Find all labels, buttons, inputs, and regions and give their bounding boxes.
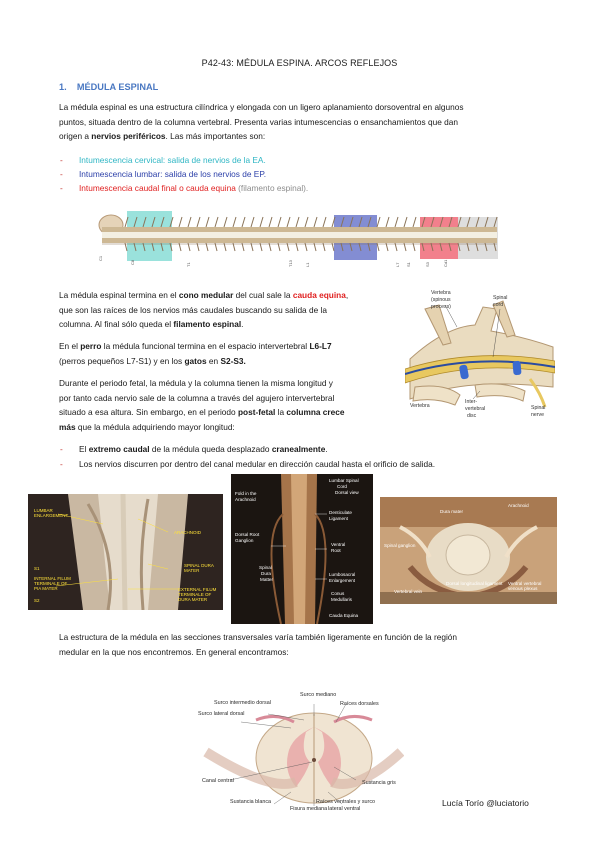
dissection-photo-1 [28, 494, 223, 610]
para3-line-2: (perros pequeños L7-S1) y en los gatos en S2-S3. [59, 355, 246, 366]
label-lumbar: LUMBAR [34, 508, 53, 513]
label-fold: Fold in the [235, 491, 257, 496]
label-vertebral: vertebral [465, 406, 486, 412]
spinal-column-figure [97, 203, 502, 273]
para5-line-1: La estructura de la médula en las secciones transversales varía también ligeramente en función de la región [59, 632, 458, 642]
label-surco-mediano: Surco mediano [300, 692, 337, 698]
vertebra-illustration [405, 287, 555, 422]
label-canal-central: Canal central [202, 778, 234, 784]
label-terminale: TERMINALE OF [34, 581, 68, 586]
label-external-filum: EXTERNAL FILUM [178, 587, 217, 592]
label-sustancia-blanca: Sustancia blanca [230, 799, 272, 805]
intro-line-3: origen a nervios periféricos. Las más importantes son: [59, 131, 266, 142]
label-dorsal-longitudinal: Dorsal longitudinal ligament [446, 581, 503, 586]
label-surco-lateral: Surco lateral dorsal [198, 711, 245, 717]
paragraph-cono-medular [59, 288, 396, 332]
label-dorsal-view: Dorsal view [335, 490, 359, 495]
label-l1: L1 [305, 262, 310, 267]
label-spinal: Spinal [259, 565, 272, 570]
label-medullaris: Medullaris [331, 597, 352, 602]
spinal-column-illustration [97, 203, 502, 273]
label-venous-plexus: venous plexus [508, 586, 538, 591]
label-arachnoid: ARACHNOID [174, 530, 202, 535]
label-inter: Inter- [465, 399, 478, 405]
label-s1: S1 [34, 566, 40, 571]
label-vertebra-2: Vertebra [410, 403, 430, 409]
intro-paragraph [59, 100, 543, 144]
label-cord-2: Cord [337, 484, 347, 489]
label-s2: S2 [34, 598, 40, 603]
para2-line-1: La médula espinal termina en el cono medular del cual sale la cauda equina, [59, 290, 349, 300]
para4-line-1: Durante el periodo fetal, la médula y la columna tienen la misma longitud y [59, 378, 333, 388]
label-spinous: (spinous [431, 297, 451, 303]
para4-line-4: más que la médula adquiriendo mayor longitud: [59, 421, 235, 432]
label-t13: T13 [288, 260, 293, 267]
label-dura-mater: DURA MATER [178, 597, 208, 602]
label-raices-dorsales: Raíces dorsales [340, 701, 379, 707]
section-number: 1. [59, 82, 67, 92]
label-cauda-equina: Cauda Equina [329, 613, 359, 618]
label-enlargement-2: Enlargement [329, 578, 356, 583]
page-title: P42-43: MÉDULA ESPINA. ARCOS REFLEJOS [201, 58, 398, 68]
label-conus: Conus [331, 591, 345, 596]
label-denticulate: Denticulate [329, 510, 352, 515]
intro-line-1: La médula espinal es una estructura cilíndrica y elongada con un ligero aplanamiento dorsoventral en algunos [59, 102, 464, 112]
label-vertebral-vein: Vertebral vein [394, 589, 423, 594]
label-dura-mater-3: Dura mater [440, 509, 463, 514]
list-item-cervical: - Intumescencia cervical: salida de nervios de la EA. [60, 155, 266, 165]
label-enlargement: ENLARGEMENT [34, 513, 69, 518]
label-ganglion: Ganglion [235, 538, 254, 543]
dissection-photo-2 [231, 474, 373, 624]
paragraph-secciones [59, 630, 543, 659]
intro-line-2: puntos, situada dentro de la columna vertebral. Presenta varias intumescencias o ensanchamientos que dan [59, 116, 458, 127]
label-arachnoid-3: Arachnoid [508, 503, 529, 508]
label-spinal-nerve: Spinal [531, 405, 546, 411]
label-lateral-ventral: lateral ventral [328, 806, 361, 812]
label-root: Root [331, 548, 341, 553]
para5-line-2: medular en la que nos encontremos. En general encontramos: [59, 646, 289, 657]
label-s1: S1 [406, 262, 411, 267]
label-t1: T1 [186, 262, 191, 267]
paragraph-periodo-fetal [59, 376, 396, 434]
para3-line-1: En el perro la médula funcional termina en el espacio intervertebral L6-L7 [59, 341, 332, 351]
label-nerve: nerve [531, 412, 544, 418]
label-lumbar-spinal: Lumbar Spinal [329, 478, 359, 483]
transverse-section-photo [380, 497, 557, 604]
label-vertebra: Vertebra [431, 290, 451, 296]
label-dura: Dura [261, 571, 271, 576]
list-item-lumbar: - Intumescencia lumbar: salida de los nervios de EP. [60, 169, 267, 179]
para4-line-2: por tanto cada nervio sale de la columna a través del agujero intervertebral [59, 392, 335, 403]
cross-section-diagram [196, 692, 404, 822]
para4-line-3: situado a esa altura. Sin embargo, en el periodo post-fetal la columna crece [59, 407, 345, 418]
label-s3: S3 [425, 262, 430, 267]
label-cd1: Cd1 [443, 259, 448, 267]
label-ventral: Ventral [331, 542, 346, 547]
label-pia-mater: PIA MATER [34, 586, 58, 591]
label-internal-filum: INTERNAL FILUM [34, 576, 71, 581]
vertebra-figure [405, 287, 555, 422]
para2-line-3: columna. Al final sólo queda el filamento espinal. [59, 319, 244, 330]
label-terminale-2: TERMINALE OF [178, 592, 212, 597]
label-mater: MATER [184, 568, 200, 573]
label-dorsal-root: Dorsal Root [235, 532, 260, 537]
label-spinal-ganglion: Spinal ganglion [384, 543, 416, 548]
section-title: MÉDULA ESPINAL [76, 82, 159, 92]
label-ligament: Ligament [329, 516, 348, 521]
label-raices-ventrales: Raíces ventrales y surco [316, 799, 376, 805]
author-signature: Lucía Torío @luciatorio [442, 798, 529, 808]
label-cord: cord [493, 302, 504, 308]
label-spinal-cord: Spinal [493, 295, 508, 301]
label-spinal-dura: SPINAL DURA [184, 563, 214, 568]
label-c1: C1 [98, 255, 103, 261]
label-lumbosacral: Lumbosacral [329, 572, 356, 577]
paragraph-perro-gatos [59, 339, 396, 368]
label-c8: C8 [130, 259, 135, 265]
label-sustancia-gris: Sustancia gris [362, 780, 396, 786]
list-item-extremo-caudal: - El extremo caudal de la médula queda desplazado cranealmente. [60, 444, 328, 454]
label-l7: L7 [395, 262, 400, 267]
para2-line-2: que son las raíces de los nervios más caudales buscando su salida de la [59, 304, 327, 315]
label-matter: Matter [260, 577, 274, 582]
label-ventral-vertebral: Ventral vertebral [508, 581, 542, 586]
peripheral-nerves: nervios periféricos [91, 131, 166, 142]
label-disc: disc [467, 413, 477, 419]
label-surco-intermedio: Surco intermedio dorsal [214, 700, 271, 706]
list-item-nervios: - Los nervios discurren por dentro del canal medular en dirección caudal hasta el orificio de salida. [60, 459, 436, 469]
label-arachnoid-2: Arachnoid [235, 497, 256, 502]
label-fisura-mediana: Fisura mediana [290, 806, 328, 812]
label-process: process) [431, 304, 451, 310]
section-heading [59, 82, 158, 92]
list-item-caudal: - Intumescencia caudal final o cauda equina (filamento espinal). [60, 183, 309, 193]
